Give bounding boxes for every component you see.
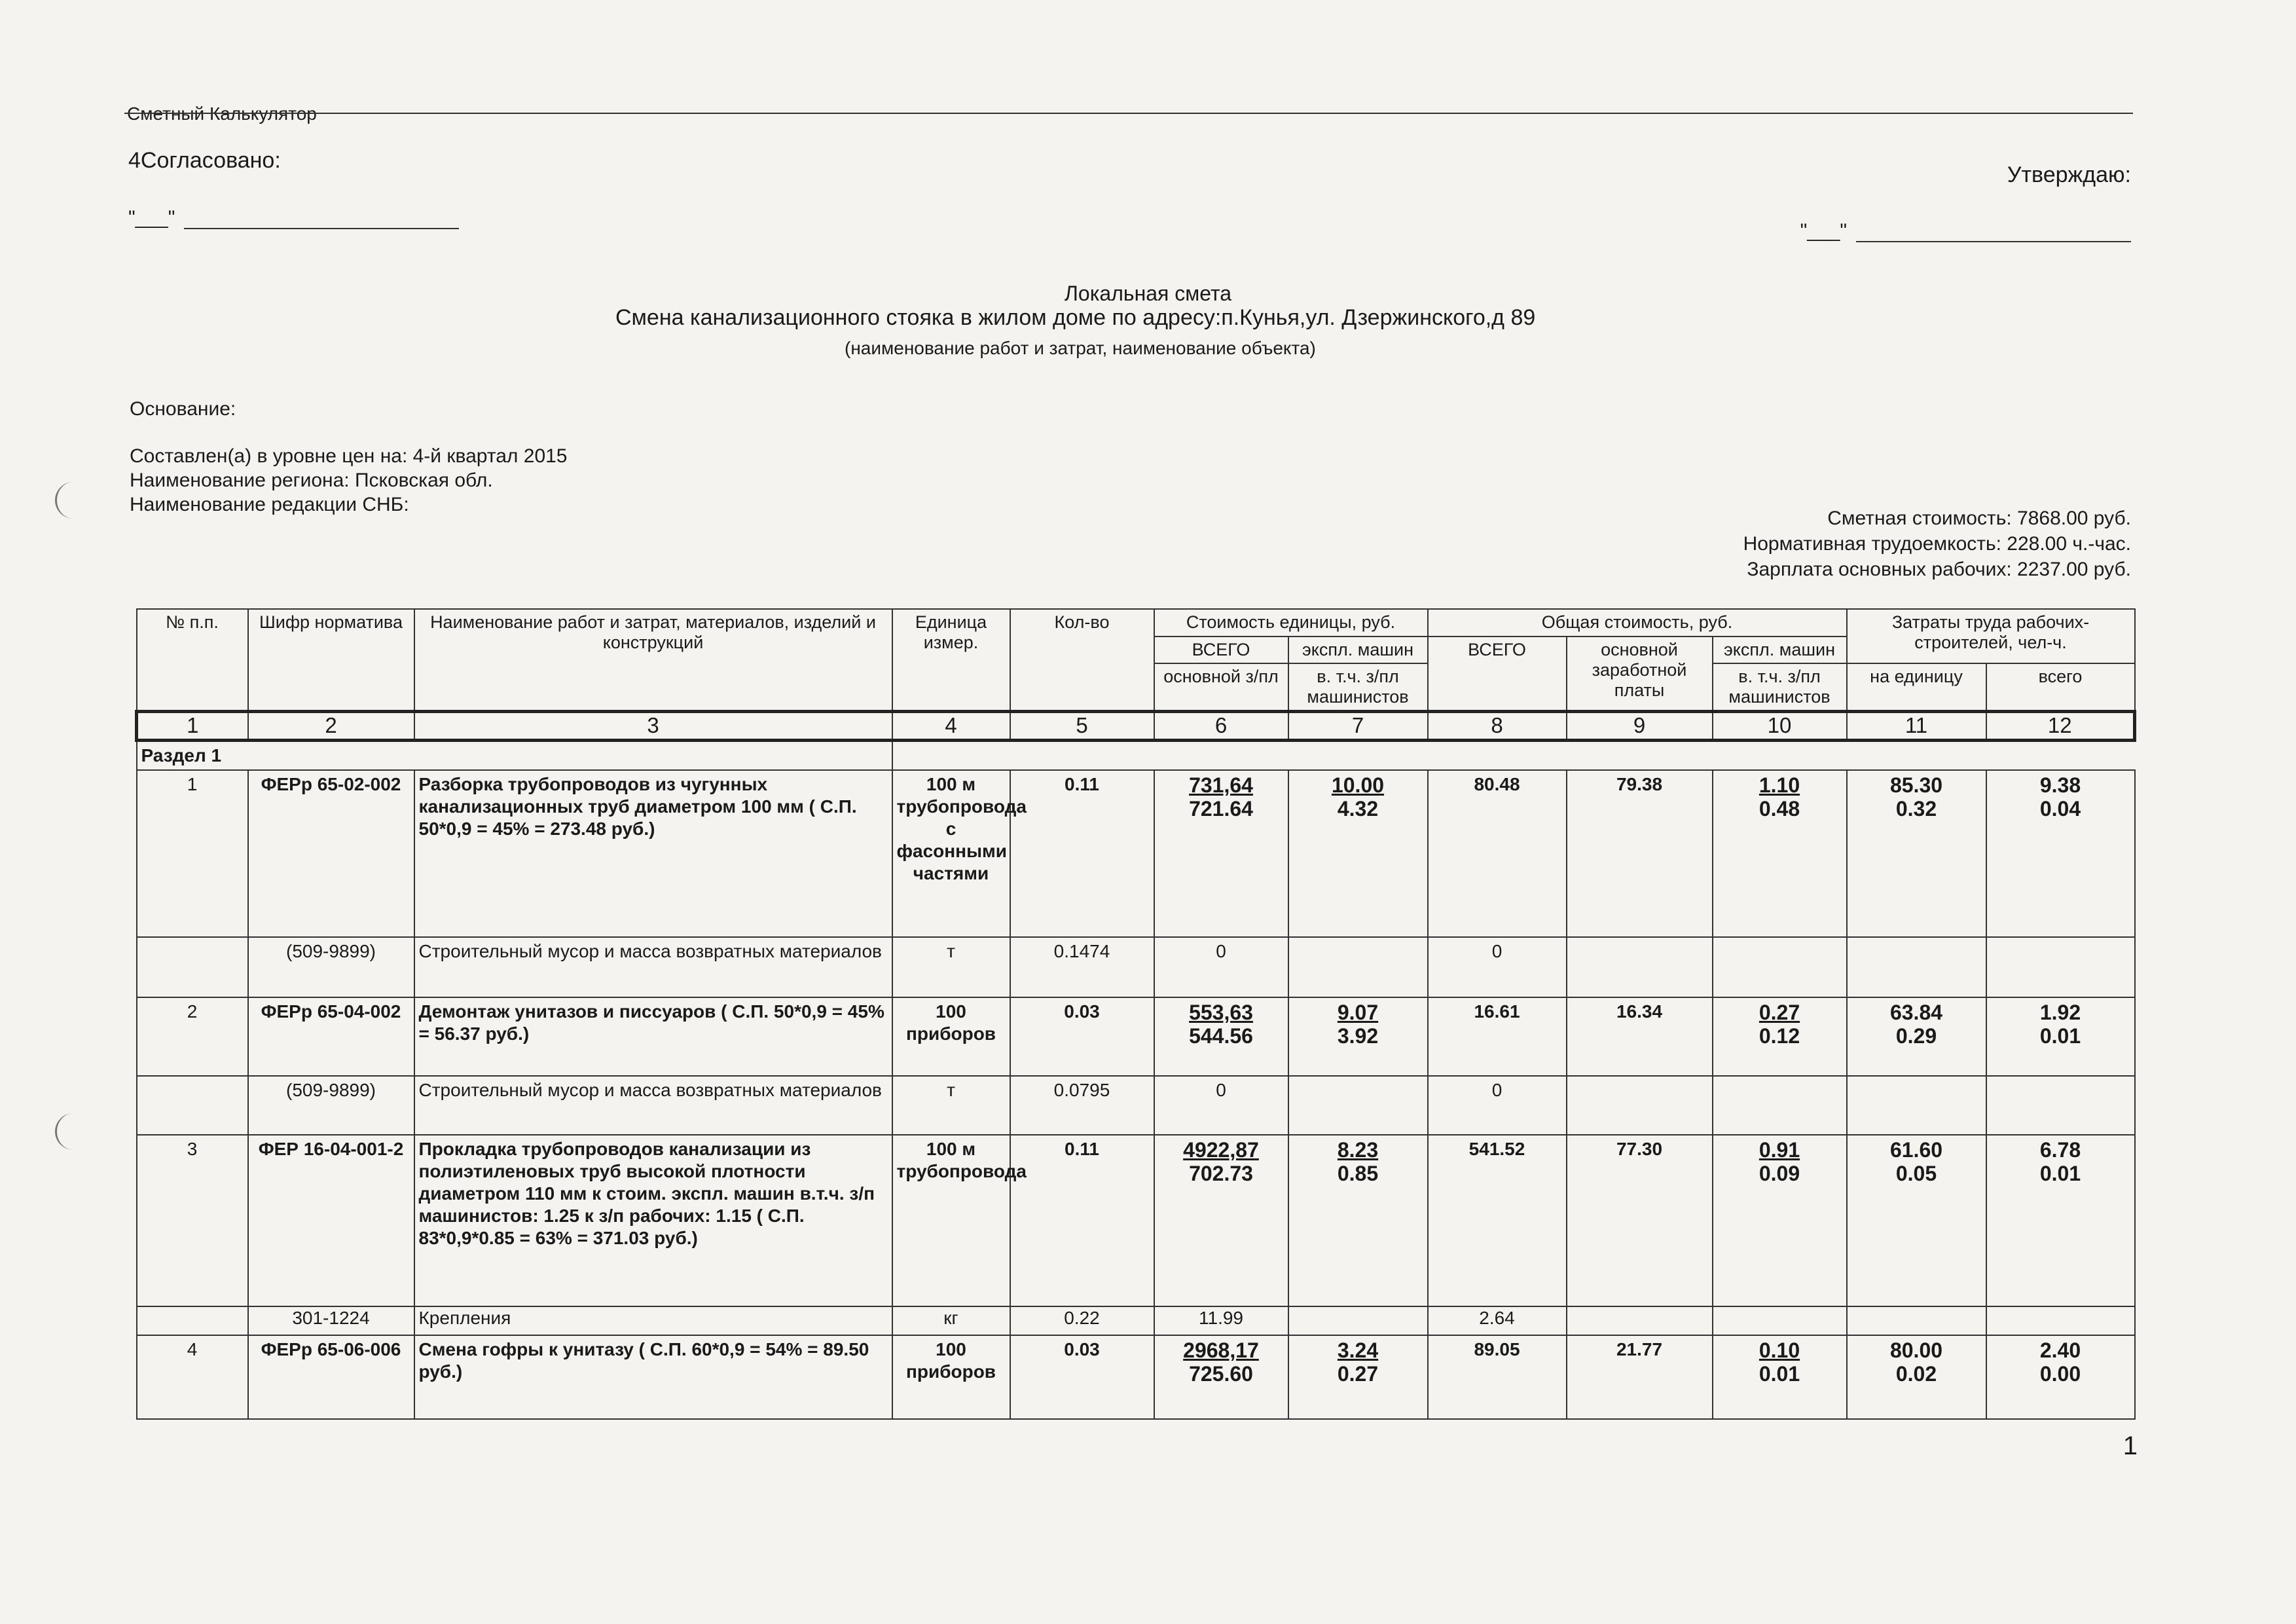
approve-label: Утверждаю: bbox=[2007, 162, 2131, 187]
row-code: 301-1224 bbox=[248, 1306, 414, 1335]
row-total-mach-pay: 0.48 bbox=[1758, 797, 1800, 821]
row-name: Прокладка трубопроводов канализации из полиэтиленовых труб высокой плотности диаметром 110 мм к стоим. экспл. машин в.т.ч. з/п машинистов: 1.25 к з/п рабочих: 1.15 ( С.П. 83*0,9*0.85 = 63% = 371.03 руб.) bbox=[414, 1135, 892, 1306]
row-unit: кг bbox=[892, 1306, 1010, 1335]
col-total-cost-header: Общая стоимость, руб. bbox=[1428, 609, 1847, 637]
col-number: 6 bbox=[1154, 712, 1288, 741]
row-code: ФЕРр 65-06-006 bbox=[248, 1335, 414, 1419]
row-name: Смена гофры к унитазу ( С.П. 60*0,9 = 54% = 89.50 руб.) bbox=[414, 1335, 892, 1419]
row-num bbox=[137, 937, 248, 997]
section-row bbox=[137, 741, 2135, 771]
row-unit-base-pay: 721.64 bbox=[1189, 797, 1253, 821]
agreed-label: 4Согласовано: bbox=[128, 148, 281, 173]
table-row-material bbox=[137, 937, 2135, 997]
empty-cell bbox=[1847, 1306, 1986, 1335]
empty-cell bbox=[1567, 1076, 1713, 1135]
row-name: Строительный мусор и масса возвратных материалов bbox=[414, 937, 892, 997]
row-total-base-pay: 21.77 bbox=[1567, 1335, 1713, 1419]
row-num: 3 bbox=[137, 1135, 248, 1306]
basis-label: Основание: bbox=[130, 398, 236, 420]
row-total-all: 541.52 bbox=[1428, 1135, 1567, 1306]
row-labor-unit-a: 63.84 bbox=[1889, 1001, 1943, 1024]
row-unit-mach-cell bbox=[1288, 997, 1428, 1076]
row-unit-mach-pay: 4.32 bbox=[1337, 797, 1379, 821]
row-labor-total-cell bbox=[1986, 1135, 2135, 1306]
table-row bbox=[137, 997, 2135, 1076]
row-labor-unit-b: 0.29 bbox=[1895, 1024, 1937, 1048]
row-name: Разборка трубопроводов из чугунных канализационных труб диаметром 100 мм ( С.П. 50*0,9 = 45% = 273.48 руб.) bbox=[414, 770, 892, 937]
col-number: 9 bbox=[1567, 712, 1713, 741]
empty-cell bbox=[1986, 937, 2135, 997]
col-total-all-header: ВСЕГО bbox=[1428, 637, 1567, 712]
row-unit-cost-cell bbox=[1154, 770, 1288, 937]
row-labor-total-a: 6.78 bbox=[2039, 1138, 2081, 1162]
agreed-date-mark: "___" bbox=[128, 207, 175, 229]
col-labor-header: Затраты труда рабочих-строителей, чел-ч. bbox=[1847, 609, 2135, 663]
row-name: Демонтаж унитазов и писсуаров ( С.П. 50*0,9 = 45% = 56.37 руб.) bbox=[414, 997, 892, 1076]
row-total-mach-cell bbox=[1713, 770, 1847, 937]
row-qty: 0.03 bbox=[1010, 1335, 1154, 1419]
col-number: 8 bbox=[1428, 712, 1567, 741]
approve-signature-line bbox=[1800, 220, 2131, 242]
agreed-signature-line bbox=[128, 207, 459, 229]
row-qty: 0.11 bbox=[1010, 770, 1154, 937]
app-name: Сметный Калькулятор bbox=[127, 103, 317, 124]
row-labor-unit-a: 61.60 bbox=[1889, 1138, 1943, 1162]
row-labor-total-cell bbox=[1986, 770, 2135, 937]
row-labor-unit-b: 0.32 bbox=[1895, 797, 1937, 821]
row-total-mach-cell bbox=[1713, 1335, 1847, 1419]
row-labor-total-b: 0.01 bbox=[2039, 1024, 2081, 1048]
row-labor-unit-b: 0.02 bbox=[1895, 1362, 1937, 1386]
col-labor-total-header: всего bbox=[1986, 663, 2135, 712]
row-total-mach-cell bbox=[1713, 997, 1847, 1076]
row-total-all: 0 bbox=[1428, 1076, 1567, 1135]
empty-cell bbox=[1847, 937, 1986, 997]
col-number: 4 bbox=[892, 712, 1010, 741]
empty-cell bbox=[1288, 1076, 1428, 1135]
col-total-base-pay-header: основной заработной платы bbox=[1567, 637, 1713, 712]
header-row-1 bbox=[137, 609, 2135, 637]
row-labor-unit-cell bbox=[1847, 997, 1986, 1076]
row-code: (509-9899) bbox=[248, 1076, 414, 1135]
row-unit-mach-cell bbox=[1288, 1335, 1428, 1419]
row-unit: 100 приборов bbox=[892, 997, 1010, 1076]
row-total-all: 0 bbox=[1428, 937, 1567, 997]
empty-cell bbox=[1847, 1076, 1986, 1135]
row-total-all: 16.61 bbox=[1428, 997, 1567, 1076]
row-labor-total-b: 0.01 bbox=[2039, 1162, 2081, 1185]
row-unit-mach: 3.24 bbox=[1337, 1338, 1379, 1362]
col-name-header: Наименование работ и затрат, материалов, изделий и конструкций bbox=[414, 609, 892, 712]
col-total-mach-pay-header: в. т.ч. з/пл машинистов bbox=[1713, 663, 1847, 712]
row-unit: 100 приборов bbox=[892, 1335, 1010, 1419]
labor-intensity: Нормативная трудоемкость: 228.00 ч.-час. bbox=[1743, 533, 2131, 555]
row-unit-total: 731,64 bbox=[1189, 773, 1253, 797]
price-level: Составлен(а) в уровне цен на: 4-й квартал 2015 bbox=[130, 445, 568, 467]
header-divider bbox=[124, 113, 2133, 114]
row-unit-total: 0 bbox=[1154, 937, 1288, 997]
row-code: ФЕРр 65-02-002 bbox=[248, 770, 414, 937]
row-total-base-pay: 79.38 bbox=[1567, 770, 1713, 937]
row-unit-mach: 10.00 bbox=[1331, 773, 1385, 797]
row-total-mach-cell bbox=[1713, 1135, 1847, 1306]
row-qty: 0.11 bbox=[1010, 1135, 1154, 1306]
row-total-mach: 1.10 bbox=[1758, 773, 1800, 797]
row-labor-unit-b: 0.05 bbox=[1895, 1162, 1937, 1185]
row-total-mach: 0.27 bbox=[1758, 1001, 1800, 1024]
row-name: Крепления bbox=[414, 1306, 892, 1335]
row-labor-total-cell bbox=[1986, 1335, 2135, 1419]
row-unit-mach-cell bbox=[1288, 1135, 1428, 1306]
summary-totals bbox=[1743, 506, 2131, 582]
col-number: 12 bbox=[1986, 712, 2135, 741]
row-unit-total: 553,63 bbox=[1189, 1001, 1253, 1024]
col-number: 5 bbox=[1010, 712, 1154, 741]
row-labor-unit-a: 85.30 bbox=[1889, 773, 1943, 797]
section-filler bbox=[892, 741, 2135, 771]
row-total-mach-pay: 0.12 bbox=[1758, 1024, 1800, 1048]
row-code: (509-9899) bbox=[248, 937, 414, 997]
col-qty-header: Кол-во bbox=[1010, 609, 1154, 712]
estimated-cost: Сметная стоимость: 7868.00 руб. bbox=[1827, 507, 2131, 529]
row-total-all: 80.48 bbox=[1428, 770, 1567, 937]
row-qty: 0.0795 bbox=[1010, 1076, 1154, 1135]
row-labor-total-a: 1.92 bbox=[2039, 1001, 2081, 1024]
col-labor-unit-header: на единицу bbox=[1847, 663, 1986, 712]
col-code-header: Шифр норматива bbox=[248, 609, 414, 712]
row-labor-total-b: 0.04 bbox=[2039, 797, 2081, 821]
row-total-base-pay: 16.34 bbox=[1567, 997, 1713, 1076]
col-number: 7 bbox=[1288, 712, 1428, 741]
col-unit-mach-pay-header: в. т.ч. з/пл машинистов bbox=[1288, 663, 1428, 712]
row-labor-unit-cell bbox=[1847, 1135, 1986, 1306]
row-labor-total-a: 9.38 bbox=[2039, 773, 2081, 797]
row-labor-unit-cell bbox=[1847, 1335, 1986, 1419]
empty-cell bbox=[1986, 1306, 2135, 1335]
col-unit-base-pay-header: основной з/пл bbox=[1154, 663, 1288, 712]
document-meta bbox=[130, 444, 568, 517]
row-total-mach-pay: 0.01 bbox=[1758, 1362, 1800, 1386]
row-unit-total: 11.99 bbox=[1154, 1306, 1288, 1335]
row-unit-cost-cell bbox=[1154, 1335, 1288, 1419]
section-title: Раздел 1 bbox=[137, 741, 892, 771]
row-unit-mach-pay: 0.27 bbox=[1337, 1362, 1379, 1386]
row-unit-cost-cell bbox=[1154, 997, 1288, 1076]
row-qty: 0.1474 bbox=[1010, 937, 1154, 997]
region-name: Наименование региона: Псковская обл. bbox=[130, 470, 493, 491]
row-labor-total-cell bbox=[1986, 997, 2135, 1076]
row-total-mach: 0.10 bbox=[1758, 1338, 1800, 1362]
row-num: 2 bbox=[137, 997, 248, 1076]
col-number: 2 bbox=[248, 712, 414, 741]
row-unit-mach-cell bbox=[1288, 770, 1428, 937]
empty-cell bbox=[1713, 1076, 1847, 1135]
row-unit-total: 0 bbox=[1154, 1076, 1288, 1135]
col-total-mach-header: экспл. машин bbox=[1713, 637, 1847, 663]
row-num bbox=[137, 1306, 248, 1335]
row-total-base-pay: 77.30 bbox=[1567, 1135, 1713, 1306]
col-unit-total-header: ВСЕГО bbox=[1154, 637, 1288, 663]
col-number: 10 bbox=[1713, 712, 1847, 741]
column-number-row bbox=[137, 712, 2135, 741]
row-labor-total-b: 0.00 bbox=[2039, 1362, 2081, 1386]
estimate-table bbox=[135, 608, 2136, 1420]
empty-cell bbox=[1288, 1306, 1428, 1335]
row-unit-mach-pay: 3.92 bbox=[1337, 1024, 1379, 1048]
edition-name: Наименование редакции СНБ: bbox=[130, 494, 409, 515]
col-unit-mach-header: экспл. машин bbox=[1288, 637, 1428, 663]
row-total-mach-pay: 0.09 bbox=[1758, 1162, 1800, 1185]
row-unit-mach-pay: 0.85 bbox=[1337, 1162, 1379, 1185]
punch-hole-top bbox=[55, 482, 83, 519]
page-number: 1 bbox=[2123, 1431, 2138, 1460]
row-labor-total-a: 2.40 bbox=[2039, 1338, 2081, 1362]
table-row bbox=[137, 770, 2135, 937]
row-unit-cost-cell bbox=[1154, 1135, 1288, 1306]
row-unit-total: 2968,17 bbox=[1183, 1338, 1259, 1362]
approve-date-mark: "___" bbox=[1800, 220, 1847, 242]
document-object: Смена канализационного стояка в жилом доме по адресу:п.Кунья,ул. Дзержинского,д 89 bbox=[615, 305, 1536, 330]
row-unit-total: 4922,87 bbox=[1183, 1138, 1259, 1162]
row-labor-unit-a: 80.00 bbox=[1889, 1338, 1943, 1362]
row-name: Строительный мусор и масса возвратных материалов bbox=[414, 1076, 892, 1135]
row-total-all: 2.64 bbox=[1428, 1306, 1567, 1335]
empty-cell bbox=[1567, 937, 1713, 997]
row-unit-base-pay: 725.60 bbox=[1189, 1362, 1253, 1386]
table-row bbox=[137, 1335, 2135, 1419]
row-labor-unit-cell bbox=[1847, 770, 1986, 937]
row-total-mach: 0.91 bbox=[1758, 1138, 1800, 1162]
table-row bbox=[137, 1135, 2135, 1306]
document-object-hint: (наименование работ и затрат, наименование объекта) bbox=[845, 338, 1316, 358]
empty-cell bbox=[1288, 937, 1428, 997]
empty-cell bbox=[1986, 1076, 2135, 1135]
row-unit-base-pay: 702.73 bbox=[1189, 1162, 1253, 1185]
row-unit: 100 м трубопровода с фасонными частями bbox=[892, 770, 1010, 937]
document-title: Локальная смета bbox=[1064, 282, 1232, 305]
empty-cell bbox=[1713, 1306, 1847, 1335]
row-qty: 0.22 bbox=[1010, 1306, 1154, 1335]
col-number: 1 bbox=[137, 712, 248, 741]
table-row-material bbox=[137, 1076, 2135, 1135]
row-total-all: 89.05 bbox=[1428, 1335, 1567, 1419]
row-num: 4 bbox=[137, 1335, 248, 1419]
salary-total: Зарплата основных рабочих: 2237.00 руб. bbox=[1747, 559, 2131, 580]
col-unit-header: Единица измер. bbox=[892, 609, 1010, 712]
row-code: ФЕР 16-04-001-2 bbox=[248, 1135, 414, 1306]
col-number: 3 bbox=[414, 712, 892, 741]
empty-cell bbox=[1567, 1306, 1713, 1335]
row-unit: 100 м трубопровода bbox=[892, 1135, 1010, 1306]
punch-hole-bottom bbox=[55, 1113, 83, 1150]
table-row-material bbox=[137, 1306, 2135, 1335]
row-unit-mach: 8.23 bbox=[1337, 1138, 1379, 1162]
row-unit: т bbox=[892, 1076, 1010, 1135]
empty-cell bbox=[1713, 937, 1847, 997]
row-num bbox=[137, 1076, 248, 1135]
row-qty: 0.03 bbox=[1010, 997, 1154, 1076]
row-num: 1 bbox=[137, 770, 248, 937]
col-unit-cost-header: Стоимость единицы, руб. bbox=[1154, 609, 1428, 637]
row-unit-base-pay: 544.56 bbox=[1189, 1024, 1253, 1048]
row-unit-mach: 9.07 bbox=[1337, 1001, 1379, 1024]
row-unit: т bbox=[892, 937, 1010, 997]
row-code: ФЕРр 65-04-002 bbox=[248, 997, 414, 1076]
col-num-header: № п.п. bbox=[137, 609, 248, 712]
col-number: 11 bbox=[1847, 712, 1986, 741]
